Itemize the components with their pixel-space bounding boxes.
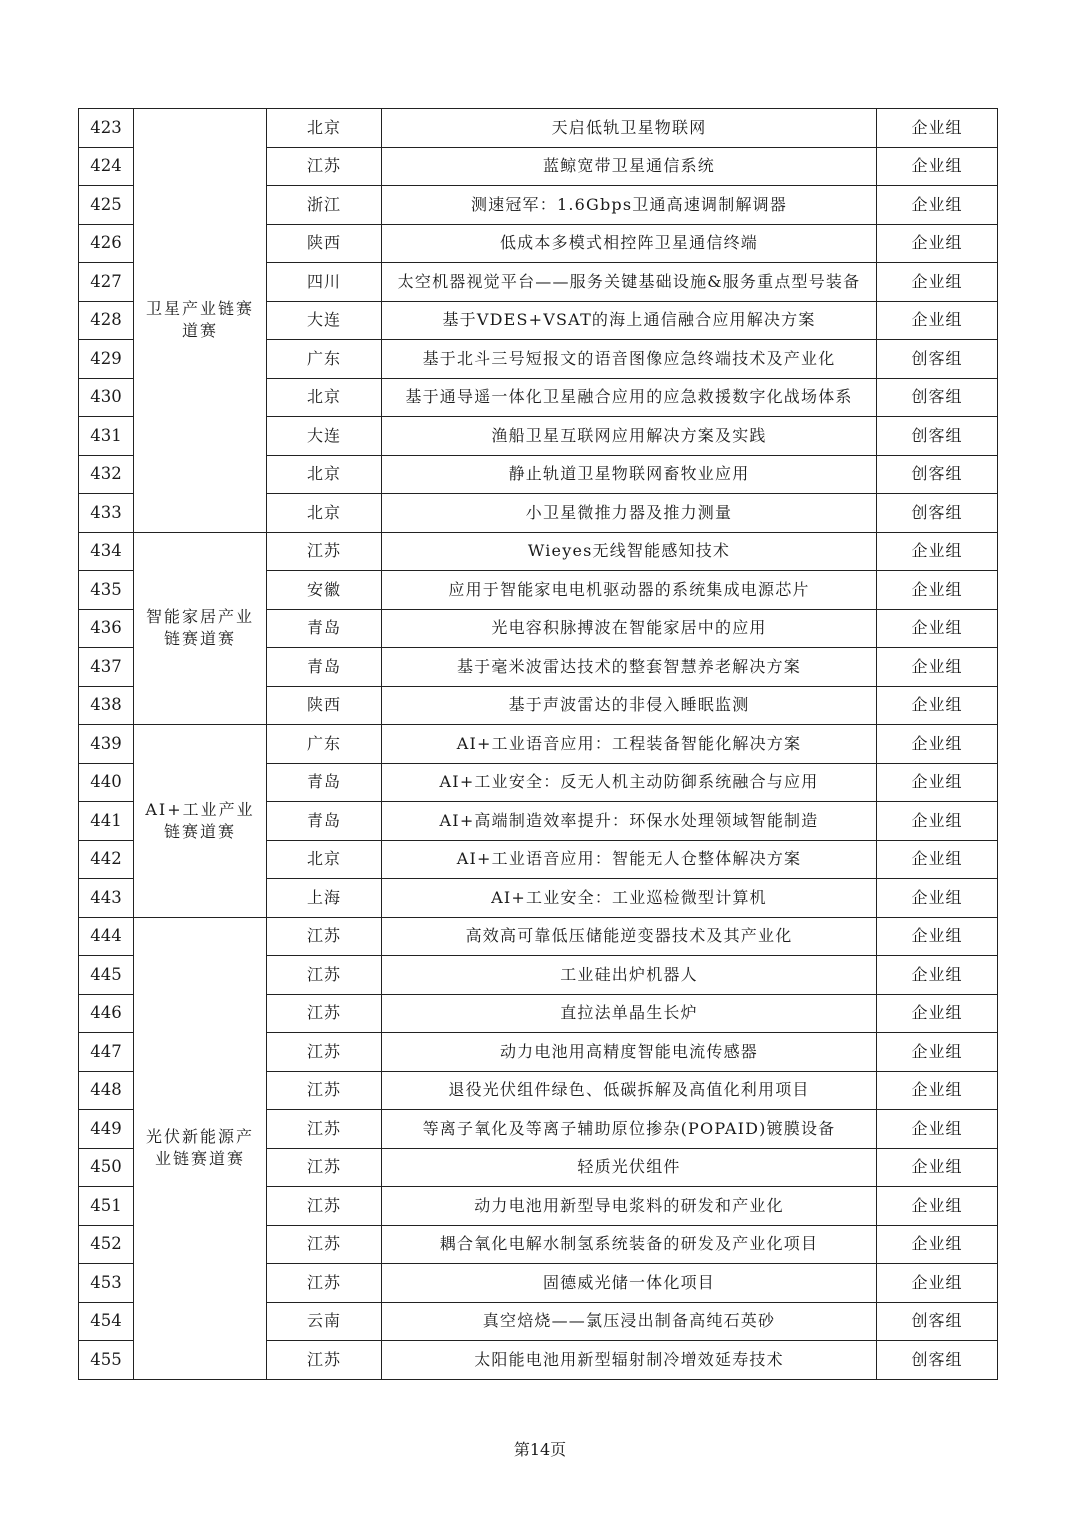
region-cell: 上海 [267,879,382,918]
group-cell: 创客组 [877,378,998,417]
group-cell: 企业组 [877,763,998,802]
region-cell: 云南 [267,1302,382,1341]
region-cell: 四川 [267,263,382,302]
region-cell: 江苏 [267,1187,382,1226]
project-name: 基于VDES+VSAT的海上通信融合应用解决方案 [382,301,877,340]
group-cell: 企业组 [877,263,998,302]
entry-number: 440 [79,763,134,802]
project-name: 光电容积脉搏波在智能家居中的应用 [382,609,877,648]
entry-number: 433 [79,494,134,533]
region-cell: 陕西 [267,686,382,725]
project-name: 静止轨道卫星物联网畜牧业应用 [382,455,877,494]
project-name: 基于通导遥一体化卫星融合应用的应急救援数字化战场体系 [382,378,877,417]
entry-number: 436 [79,609,134,648]
project-name: 蓝鲸宽带卫星通信系统 [382,147,877,186]
group-cell: 企业组 [877,109,998,148]
project-name: 太阳能电池用新型辐射制冷增效延寿技术 [382,1341,877,1380]
region-cell: 北京 [267,455,382,494]
project-name: 退役光伏组件绿色、低碳拆解及高值化利用项目 [382,1071,877,1110]
project-name: 工业硅出炉机器人 [382,956,877,995]
group-cell: 企业组 [877,840,998,879]
entry-number: 452 [79,1225,134,1264]
group-cell: 企业组 [877,686,998,725]
project-name: 应用于智能家电电机驱动器的系统集成电源芯片 [382,571,877,610]
region-cell: 江苏 [267,1071,382,1110]
group-cell: 企业组 [877,994,998,1033]
project-name: 天启低轨卫星物联网 [382,109,877,148]
group-cell: 企业组 [877,802,998,841]
group-cell: 企业组 [877,879,998,918]
group-cell: 企业组 [877,571,998,610]
region-cell: 安徽 [267,571,382,610]
group-cell: 企业组 [877,1071,998,1110]
entry-number: 437 [79,648,134,687]
track-name: AI+工业产业链赛道赛 [134,725,267,918]
project-name: 基于声波雷达的非侵入睡眠监测 [382,686,877,725]
group-cell: 企业组 [877,301,998,340]
group-cell: 创客组 [877,455,998,494]
project-name: 轻质光伏组件 [382,1148,877,1187]
entry-number: 425 [79,186,134,225]
entry-number: 446 [79,994,134,1033]
group-cell: 企业组 [877,1264,998,1303]
track-name: 光伏新能源产业链赛道赛 [134,917,267,1379]
entry-number: 428 [79,301,134,340]
table-row [79,917,998,956]
entry-number: 447 [79,1033,134,1072]
project-name: 太空机器视觉平台——服务关键基础设施&服务重点型号装备 [382,263,877,302]
project-name: 直拉法单晶生长炉 [382,994,877,1033]
group-cell: 企业组 [877,725,998,764]
project-name: 动力电池用新型导电浆料的研发和产业化 [382,1187,877,1226]
entry-number: 424 [79,147,134,186]
region-cell: 北京 [267,109,382,148]
region-cell: 江苏 [267,147,382,186]
group-cell: 企业组 [877,1033,998,1072]
entry-number: 431 [79,417,134,456]
project-name: AI+工业安全：反无人机主动防御系统融合与应用 [382,763,877,802]
track-name: 智能家居产业链赛道赛 [134,532,267,725]
group-cell: 企业组 [877,224,998,263]
region-cell: 江苏 [267,917,382,956]
group-cell: 企业组 [877,648,998,687]
group-cell: 企业组 [877,956,998,995]
region-cell: 江苏 [267,1110,382,1149]
region-cell: 江苏 [267,956,382,995]
region-cell: 江苏 [267,1264,382,1303]
entry-number: 442 [79,840,134,879]
project-name: 高效高可靠低压储能逆变器技术及其产业化 [382,917,877,956]
table-row [79,109,998,148]
region-cell: 大连 [267,301,382,340]
region-cell: 江苏 [267,1148,382,1187]
group-cell: 企业组 [877,1148,998,1187]
project-name: Wieyes无线智能感知技术 [382,532,877,571]
table-row [79,532,998,571]
region-cell: 青岛 [267,648,382,687]
region-cell: 江苏 [267,994,382,1033]
region-cell: 青岛 [267,609,382,648]
entry-number: 426 [79,224,134,263]
project-name: 基于北斗三号短报文的语音图像应急终端技术及产业化 [382,340,877,379]
entry-number: 448 [79,1071,134,1110]
region-cell: 广东 [267,340,382,379]
group-cell: 企业组 [877,532,998,571]
project-name: 测速冠军：1.6Gbps卫通高速调制解调器 [382,186,877,225]
entry-number: 434 [79,532,134,571]
region-cell: 江苏 [267,1033,382,1072]
region-cell: 北京 [267,494,382,533]
project-name: 渔船卫星互联网应用解决方案及实践 [382,417,877,456]
entry-number: 449 [79,1110,134,1149]
project-name: AI+工业语音应用：工程装备智能化解决方案 [382,725,877,764]
entry-number: 438 [79,686,134,725]
project-name: 耦合氧化电解水制氢系统装备的研发及产业化项目 [382,1225,877,1264]
region-cell: 广东 [267,725,382,764]
region-cell: 浙江 [267,186,382,225]
entry-number: 444 [79,917,134,956]
group-cell: 创客组 [877,417,998,456]
group-cell: 创客组 [877,1341,998,1380]
page-number: 第14页 [513,1440,567,1459]
entry-number: 450 [79,1148,134,1187]
entry-number: 423 [79,109,134,148]
region-cell: 陕西 [267,224,382,263]
region-cell: 大连 [267,417,382,456]
entry-number: 427 [79,263,134,302]
project-name: 小卫星微推力器及推力测量 [382,494,877,533]
region-cell: 北京 [267,840,382,879]
entry-number: 435 [79,571,134,610]
group-cell: 企业组 [877,609,998,648]
group-cell: 企业组 [877,186,998,225]
region-cell: 北京 [267,378,382,417]
entry-number: 441 [79,802,134,841]
entry-number: 429 [79,340,134,379]
group-cell: 创客组 [877,494,998,533]
region-cell: 江苏 [267,532,382,571]
track-name: 卫星产业链赛道赛 [134,109,267,533]
entry-number: 443 [79,879,134,918]
project-name: 真空焙烧——氯压浸出制备高纯石英砂 [382,1302,877,1341]
group-cell: 企业组 [877,1225,998,1264]
results-table-body [79,109,998,1380]
entry-number: 451 [79,1187,134,1226]
table-row [79,725,998,764]
project-name: 等离子氧化及等离子辅助原位掺杂(POPAID)镀膜设备 [382,1110,877,1149]
group-cell: 企业组 [877,147,998,186]
entry-number: 430 [79,378,134,417]
results-table [78,108,998,1380]
region-cell: 青岛 [267,802,382,841]
group-cell: 企业组 [877,917,998,956]
entry-number: 445 [79,956,134,995]
entry-number: 432 [79,455,134,494]
group-cell: 创客组 [877,1302,998,1341]
project-name: 低成本多模式相控阵卫星通信终端 [382,224,877,263]
entry-number: 453 [79,1264,134,1303]
entry-number: 439 [79,725,134,764]
entry-number: 455 [79,1341,134,1380]
region-cell: 江苏 [267,1341,382,1380]
region-cell: 江苏 [267,1225,382,1264]
entry-number: 454 [79,1302,134,1341]
project-name: AI+工业安全：工业巡检微型计算机 [382,879,877,918]
project-name: 动力电池用高精度智能电流传感器 [382,1033,877,1072]
project-name: 固德威光储一体化项目 [382,1264,877,1303]
group-cell: 企业组 [877,1110,998,1149]
group-cell: 创客组 [877,340,998,379]
group-cell: 企业组 [877,1187,998,1226]
project-name: AI+高端制造效率提升：环保水处理领域智能制造 [382,802,877,841]
project-name: 基于毫米波雷达技术的整套智慧养老解决方案 [382,648,877,687]
project-name: AI+工业语音应用：智能无人仓整体解决方案 [382,840,877,879]
region-cell: 青岛 [267,763,382,802]
